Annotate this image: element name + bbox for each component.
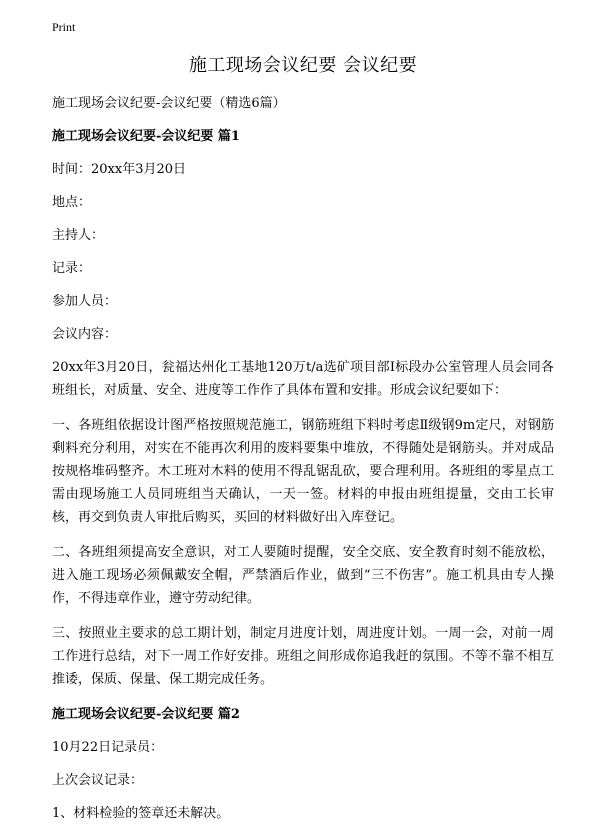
field-attendees: 参加人员： <box>52 294 118 309</box>
paragraph-item-1: 一、各班组依据设计图严格按照规范施工，钢筋班组下料时考虑Ⅱ级钢9m定尺，对钢筋剩料充分利用，对实在不能再次利用的废料要集中堆放，不得随处是钢筋头。并对成品按规格堆码整齐。木工班对木料的使用不得乱锯乱砍，要合理利用。各班组的零星点工需由现场施工人员同班组当天确认，一天一签。材料的申报由班组提量，交由工长审核，再交到负责人审批后购买，买回的材料做好出入库登记。 <box>52 418 554 525</box>
field-recorder: 记录： <box>52 261 92 276</box>
print-link[interactable]: Print <box>52 20 76 34</box>
page-title: 施工现场会议纪要 会议纪要 <box>188 55 418 76</box>
paragraph-intro: 20xx年3月20日，瓮福达州化工基地120万t/a选矿项目部Ⅰ标段办公室管理人员会同各班组长，对质量、安全、进度等工作作了具体布置和安排。形成会议纪要如下： <box>52 360 554 398</box>
section-heading-1: 施工现场会议纪要-会议纪要 篇1 <box>52 129 240 144</box>
section2-line-date: 10月22日记录员： <box>52 740 164 755</box>
section2-line-previous: 上次会议记录： <box>52 773 144 788</box>
document-body <box>52 52 554 835</box>
paragraph-item-3: 三、按照业主要求的总工期计划，制定月进度计划，周进度计划。一周一会，对前一周工作进行总结，对下一周工作好安排。班组之间形成你追我赶的氛围。不等不靠不相互推诿，保质、保量、保工期完成任务。 <box>52 626 554 687</box>
field-time: 时间：20xx年3月20日 <box>52 162 187 177</box>
section2-line-item-1: 1、材料检验的签章还未解决。 <box>52 806 230 821</box>
document-content <box>52 92 554 825</box>
field-host: 主持人： <box>52 228 105 243</box>
field-content-label: 会议内容： <box>52 327 118 342</box>
document-subtitle: 施工现场会议纪要-会议纪要（精选6篇） <box>52 96 286 111</box>
paragraph-item-2: 二、各班组须提高安全意识，对工人要随时提醒，安全交底、安全教育时刻不能放松，进入施工现场必须佩戴安全帽，严禁酒后作业，做到“三不伤害”。施工机具由专人操作，不得违章作业，遵守劳动纪律。 <box>52 545 554 606</box>
section-heading-2: 施工现场会议纪要-会议纪要 篇2 <box>52 707 240 722</box>
field-location: 地点： <box>52 195 92 210</box>
